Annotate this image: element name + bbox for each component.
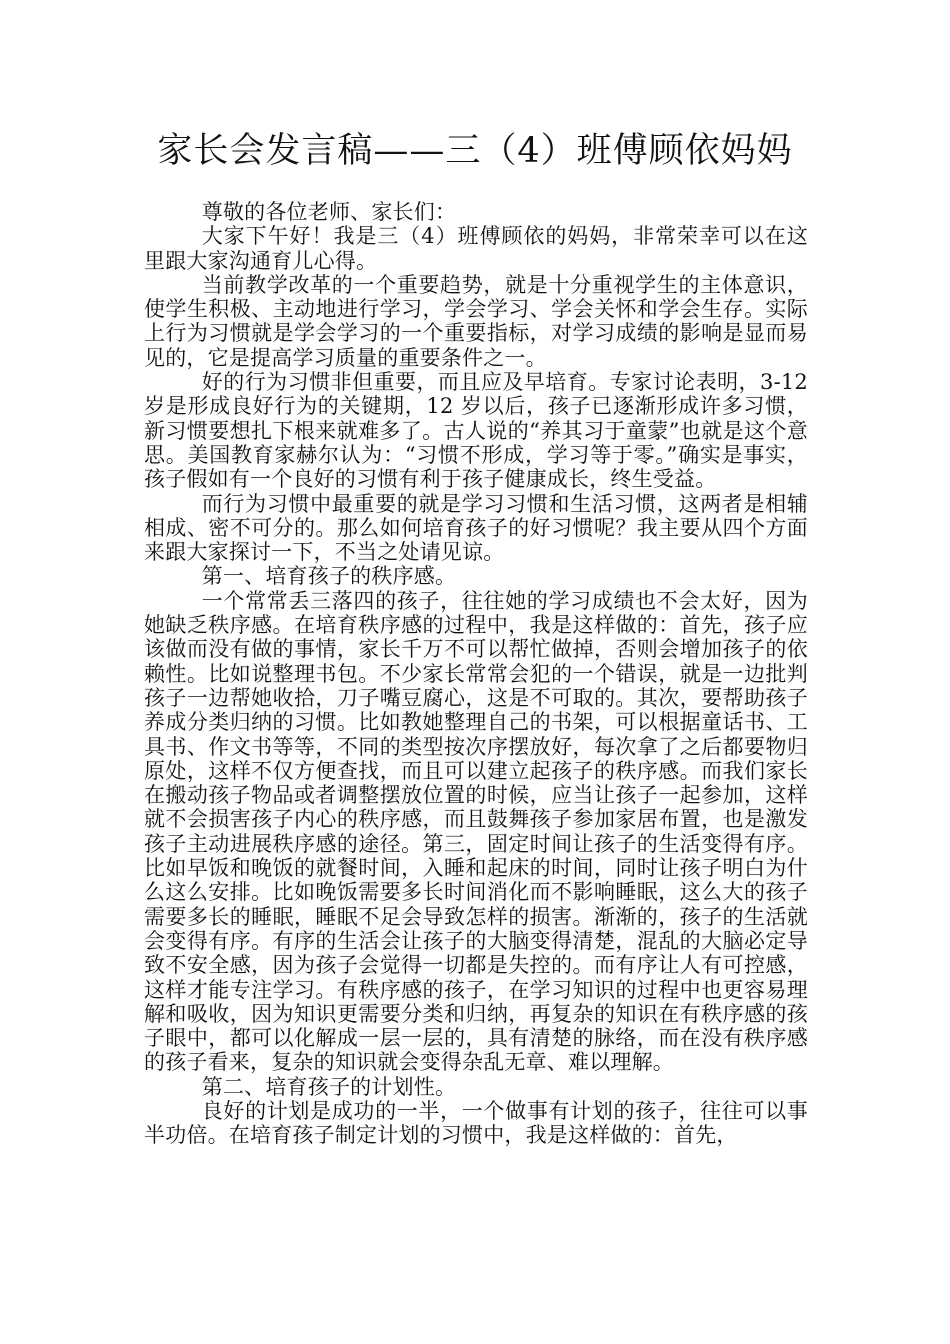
paragraph: 而行为习惯中最重要的就是学习习惯和生活习惯，这两者是相辅相成、密不可分的。那么如何培育孩子的好习惯呢？我主要从四个方面来跟大家探讨一下，不当之处请见谅。 (144, 491, 808, 565)
section-heading-1: 第一、培育孩子的秩序感。 (201, 564, 457, 589)
document-title: 家长会发言稿——三（4）班傅顾依妈妈 (157, 131, 793, 171)
paragraph: 良好的计划是成功的一半，一个做事有计划的孩子，往往可以事半功倍。在培育孩子制定计划的习惯中，我是这样做的：首先， (144, 1098, 808, 1148)
paragraph-greeting: 尊敬的各位老师、家长们： (201, 200, 457, 224)
document-body (144, 200, 808, 1148)
paragraph: 好的行为习惯非但重要，而且应及早培育。专家讨论表明，3-12 岁是形成良好行为的关键期，12 岁以后，孩子已逐渐形成许多习惯，新习惯要想扎下根来就难多了。古人说的“养其习于童蒙”也就是这个意思。美国教育家赫尔认为：“习惯不形成，学习等于零。”确实是事实，孩子假如有一个良好的习惯有利于孩子健康成长，终生受益。 (144, 370, 808, 492)
paragraph-intro: 大家下午好！我是三（4）班傅顾依的妈妈，非常荣幸可以在这里跟大家沟通育儿心得。 (144, 224, 808, 273)
paragraph: 一个常常丢三落四的孩子，往往她的学习成绩也不会太好，因为她缺乏秩序感。在培育秩序感的过程中，我是这样做的：首先，孩子应该做而没有做的事情，家长千万不可以帮忙做掉，否则会增加孩子的依赖性。比如说整理书包。不少家长常常会犯的一个错误，就是一边批判孩子一边帮她收拾，刀子嘴豆腐心，这是不可取的。其次，要帮助孩子养成分类归纳的习惯。比如教她整理自己的书架，可以根据童话书、工具书、作文书等等，不同的类型按次序摆放好，每次拿了之后都要物归原处，这样不仅方便查找，而且可以建立起孩子的秩序感。而我们家长在搬动孩子物品或者调整摆放位置的时候，应当让孩子一起参加，这样就不会损害孩子内心的秩序感，而且鼓舞孩子参加家居布置，也是激发孩子主动进展秩序感的途径。第三，固定时间让孩子的生活变得有序。比如早饭和晚饭的就餐时间，入睡和起床的时间，同时让孩子明白为什么这么安排。比如晚饭需要多长时间消化而不影响睡眠，这么大的孩子需要多长的睡眠，睡眠不足会导致怎样的损害。渐渐的，孩子的生活就会变得有序。有序的生活会让孩子的大脑变得清楚，混乱的大脑必定导致不安全感，因为孩子会觉得一切都是失控的。而有序让人有可控感，这样才能专注学习。有秩序感的孩子，在学习知识的过程中也更容易理解和吸收，因为知识更需要分类和归纳，再复杂的知识在有秩序感的孩子眼中，都可以化解成一层一层的，具有清楚的脉络，而在没有秩序感的孩子看来，复杂的知识就会变得杂乱无章、难以理解。 (144, 588, 808, 1075)
paragraph: 当前教学改革的一个重要趋势，就是十分重视学生的主体意识，使学生积极、主动地进行学习，学会学习、学会关怀和学会生存。实际上行为习惯就是学会学习的一个重要指标，对学习成绩的影响是显而易见的，它是提高学习质量的重要条件之一。 (144, 272, 808, 370)
section-heading-2: 第二、培育孩子的计划性。 (201, 1074, 457, 1099)
